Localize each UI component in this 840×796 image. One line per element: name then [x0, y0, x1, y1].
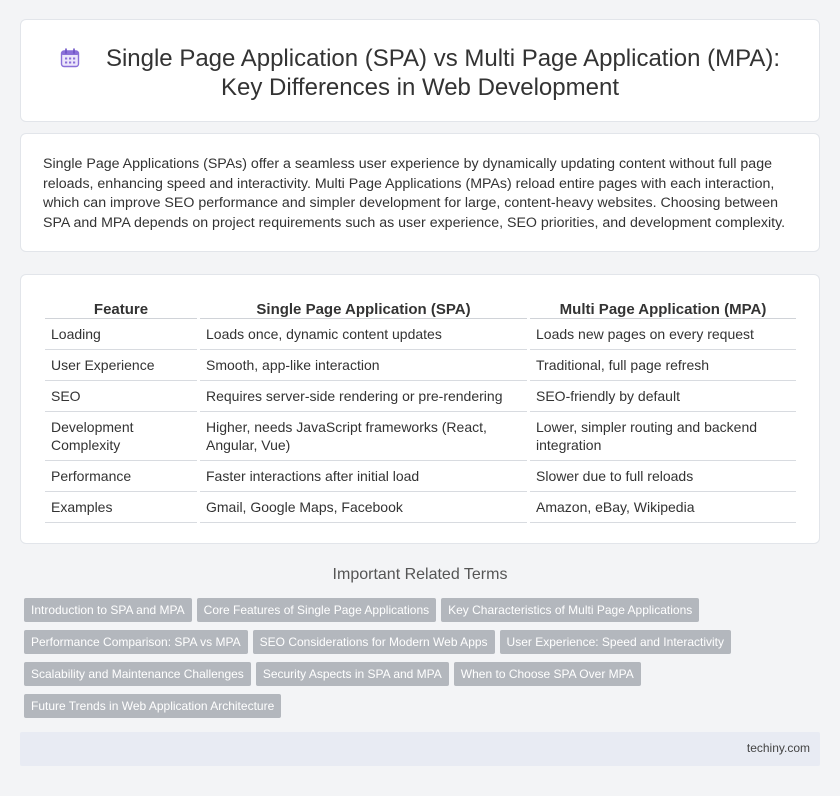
table-cell-mpa: Slower due to full reloads [530, 461, 796, 492]
related-term-tag[interactable]: Future Trends in Web Application Architecture [24, 694, 281, 718]
related-term-tag[interactable]: Security Aspects in SPA and MPA [256, 662, 449, 686]
table-cell-feature: Development Complexity [45, 412, 197, 461]
header-feature: Feature [45, 295, 197, 319]
related-terms-heading: Important Related Terms [332, 566, 508, 583]
table-cell-spa: Gmail, Google Maps, Facebook [200, 492, 527, 523]
footer [20, 732, 820, 766]
table-row [45, 492, 796, 523]
related-terms-list [24, 598, 744, 726]
table-cell-mpa: Loads new pages on every request [530, 319, 796, 350]
related-term-tag[interactable]: When to Choose SPA Over MPA [454, 662, 641, 686]
table-cell-feature: SEO [45, 381, 197, 412]
table-header-row [45, 295, 796, 319]
related-term-tag[interactable]: Performance Comparison: SPA vs MPA [24, 630, 248, 654]
table-cell-feature: Performance [45, 461, 197, 492]
table-cell-spa: Higher, needs JavaScript frameworks (React, Angular, Vue) [200, 412, 527, 461]
table-cell-feature: Examples [45, 492, 197, 523]
related-term-tag[interactable]: User Experience: Speed and Interactivity [500, 630, 731, 654]
comparison-table [42, 295, 799, 523]
table-row [45, 461, 796, 492]
table-cell-mpa: Lower, simpler routing and backend integration [530, 412, 796, 461]
related-term-tag[interactable]: Scalability and Maintenance Challenges [24, 662, 251, 686]
calendar-icon [60, 48, 80, 68]
header-mpa: Multi Page Application (MPA) [530, 295, 796, 319]
table-row [45, 412, 796, 461]
table-cell-mpa: Amazon, eBay, Wikipedia [530, 492, 796, 523]
table-cell-mpa: SEO-friendly by default [530, 381, 796, 412]
table-cell-feature: User Experience [45, 350, 197, 381]
related-term-tag[interactable]: Introduction to SPA and MPA [24, 598, 192, 622]
title-line-1: Single Page Application (SPA) vs Multi Page Application (MPA): [105, 45, 781, 72]
table-row [45, 319, 796, 350]
table-cell-spa: Smooth, app-like interaction [200, 350, 527, 381]
related-term-tag[interactable]: Core Features of Single Page Applications [197, 598, 436, 622]
table-row [45, 350, 796, 381]
table-cell-spa: Requires server-side rendering or pre-rendering [200, 381, 527, 412]
header-card [20, 19, 820, 122]
intro-card [20, 133, 820, 252]
comparison-table-card [20, 274, 820, 544]
table-cell-mpa: Traditional, full page refresh [530, 350, 796, 381]
table-cell-feature: Loading [45, 319, 197, 350]
table-cell-spa: Faster interactions after initial load [200, 461, 527, 492]
table-cell-spa: Loads once, dynamic content updates [200, 319, 527, 350]
footer-site-link[interactable]: techiny.com [746, 741, 810, 755]
related-term-tag[interactable]: Key Characteristics of Multi Page Applications [441, 598, 699, 622]
title-line-2: Key Differences in Web Development [221, 74, 619, 101]
intro-paragraph: Single Page Applications (SPAs) offer a seamless user experience by dynamically updating content without full page reloads, enhancing speed and interactivity. Multi Page Applications (MPAs) reload entire pages with each interaction, which can improve SEO performance and simpler development for large, content-heavy websites. Choosing between SPA and MPA depends on project requirements such as user experience, SEO priorities, and development complexity. [43, 156, 786, 231]
table-row [45, 381, 796, 412]
related-term-tag[interactable]: SEO Considerations for Modern Web Apps [253, 630, 495, 654]
page-title [21, 44, 819, 102]
header-spa: Single Page Application (SPA) [200, 295, 527, 319]
